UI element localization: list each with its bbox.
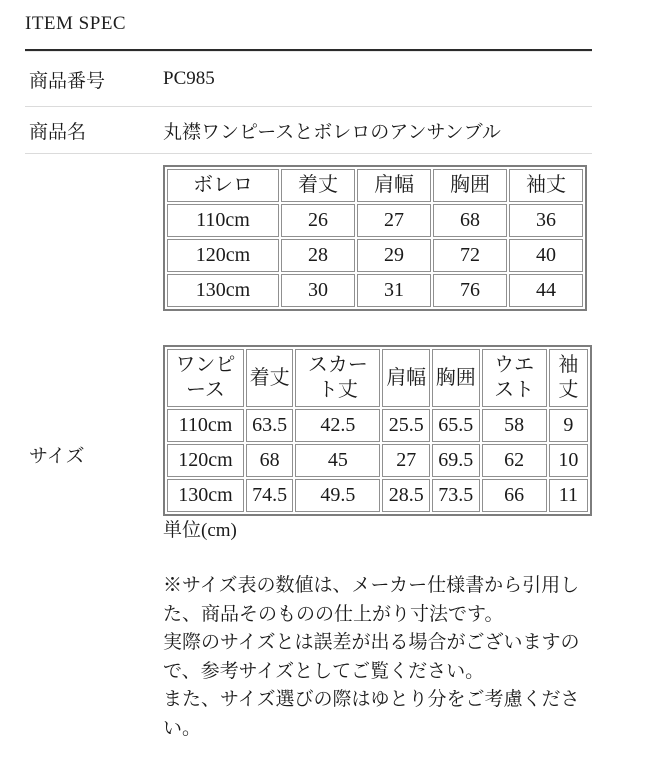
header-cell: ウエスト [482, 349, 547, 407]
size-cell: 130cm [167, 479, 244, 512]
value-cell: 44 [509, 274, 583, 307]
header-cell: ボレロ [167, 169, 279, 202]
value-cell: 45 [295, 444, 380, 477]
table-row [167, 274, 583, 307]
header-cell: 胸囲 [433, 169, 507, 202]
value-cell: 27 [382, 444, 430, 477]
note-line: 実際のサイズとは誤差が出る場合がございますので、参考サイズとしてご覧ください。 [163, 632, 580, 682]
value-cell: 74.5 [246, 479, 294, 512]
table-header-row [167, 169, 583, 202]
value-cell: 29 [357, 239, 431, 272]
size-cell: 120cm [167, 239, 279, 272]
table-row [167, 444, 588, 477]
value-cell: 11 [549, 479, 588, 512]
value-cell: 9 [549, 409, 588, 442]
product-number-label: 商品番号 [29, 70, 106, 92]
table-row [167, 409, 588, 442]
item-spec-page [25, 12, 654, 753]
size-cell: 130cm [167, 274, 279, 307]
note-line: ※サイズ表の数値は、メーカー仕様書から引用した、商品そのものの仕上がり寸法です。 [163, 575, 580, 625]
header-cell: 袖丈 [509, 169, 583, 202]
spec-row-size [25, 154, 592, 753]
table-row [167, 239, 583, 272]
header-cell: 肩幅 [357, 169, 431, 202]
product-name-value: 丸襟ワンピースとボレロのアンサンブル [163, 121, 501, 143]
header-cell: 袖丈 [549, 349, 588, 407]
size-label: サイズ [29, 445, 85, 467]
product-number-value: PC985 [163, 68, 215, 89]
onepiece-size-table [163, 345, 592, 516]
value-cell: 25.5 [382, 409, 430, 442]
header-cell: 着丈 [281, 169, 355, 202]
value-cell: 76 [433, 274, 507, 307]
header-cell: 胸囲 [432, 349, 480, 407]
value-cell: 68 [433, 204, 507, 237]
value-cell: 10 [549, 444, 588, 477]
value-cell: 26 [281, 204, 355, 237]
value-cell: 69.5 [432, 444, 480, 477]
value-cell: 27 [357, 204, 431, 237]
value-cell: 28 [281, 239, 355, 272]
page-title: ITEM SPEC [25, 13, 127, 34]
table-header-row [167, 349, 588, 407]
table-row [167, 204, 583, 237]
header-cell: スカート丈 [295, 349, 380, 407]
table-row [167, 479, 588, 512]
value-cell: 30 [281, 274, 355, 307]
value-cell: 31 [357, 274, 431, 307]
unit-note: 単位(cm) [163, 520, 237, 541]
value-cell: 63.5 [246, 409, 294, 442]
value-cell: 72 [433, 239, 507, 272]
header-cell: ワンピース [167, 349, 244, 407]
value-cell: 66 [482, 479, 547, 512]
value-cell: 62 [482, 444, 547, 477]
size-cell: 120cm [167, 444, 244, 477]
value-cell: 58 [482, 409, 547, 442]
spec-row-product-number [25, 52, 592, 107]
value-cell: 68 [246, 444, 294, 477]
value-cell: 49.5 [295, 479, 380, 512]
header-cell: 着丈 [246, 349, 294, 407]
bolero-size-table [163, 165, 587, 311]
header-cell: 肩幅 [382, 349, 430, 407]
size-cell: 110cm [167, 204, 279, 237]
product-name-label: 商品名 [29, 121, 87, 143]
value-cell: 42.5 [295, 409, 380, 442]
size-content [163, 165, 592, 743]
size-cell: 110cm [167, 409, 244, 442]
value-cell: 40 [509, 239, 583, 272]
note-line: また、サイズ選びの際はゆとり分をご考慮ください。 [163, 689, 580, 739]
spec-row-product-name [25, 107, 592, 154]
value-cell: 36 [509, 204, 583, 237]
size-notes [163, 572, 592, 743]
value-cell: 73.5 [432, 479, 480, 512]
value-cell: 28.5 [382, 479, 430, 512]
value-cell: 65.5 [432, 409, 480, 442]
